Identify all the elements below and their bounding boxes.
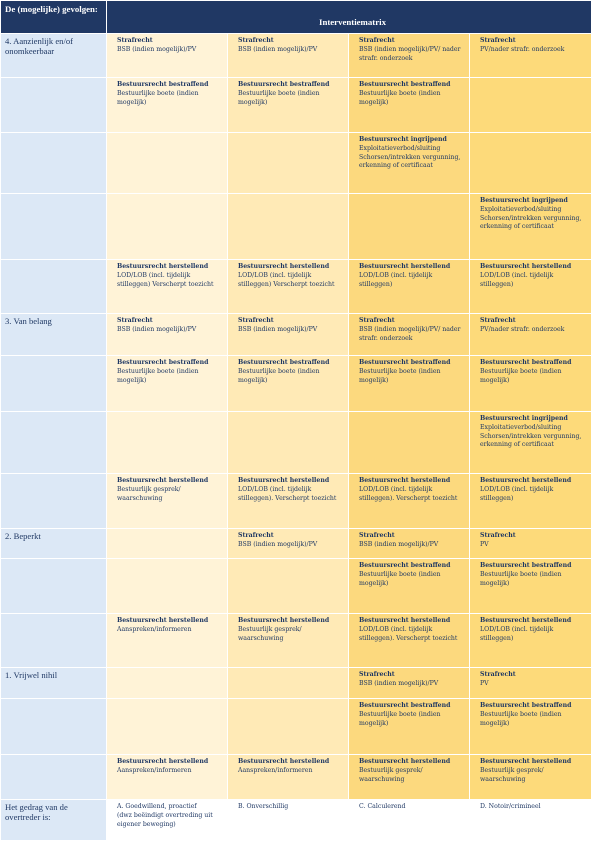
matrix-row	[1, 474, 591, 529]
cell-title: Bestuursrecht bestraffend	[359, 562, 451, 569]
row-consequence-label	[1, 133, 107, 194]
matrix-cell	[349, 356, 470, 412]
matrix-cell	[228, 699, 349, 755]
matrix-cell	[228, 314, 349, 356]
cell-body: Bestuurlijke boete (indien mogelijk)	[359, 710, 441, 727]
cell-title: Bestuursrecht bestraffend	[238, 359, 330, 366]
matrix-cell	[349, 699, 470, 755]
matrix-cell	[349, 194, 470, 260]
cell-title: Bestuursrecht bestraffend	[359, 359, 451, 366]
row-consequence-label	[1, 699, 107, 755]
cell-body: BSB (indien mogelijk)/PV	[359, 679, 439, 687]
cell-body: LOD/LOB (incl. tijdelijk stilleggen) Verscherpt toezicht	[238, 271, 335, 288]
cell-title: Bestuursrecht herstellend	[117, 617, 209, 624]
matrix-cell	[349, 668, 470, 699]
cell-title: Bestuursrecht ingrijpend	[480, 415, 568, 422]
matrix-cell	[470, 314, 591, 356]
matrix-row	[1, 668, 591, 699]
matrix-cell	[228, 34, 349, 78]
matrix-row	[1, 194, 591, 260]
cell-title: Bestuursrecht herstellend	[359, 758, 451, 765]
cell-title: Bestuursrecht bestraffend	[480, 702, 572, 709]
matrix-cell	[107, 699, 228, 755]
matrix-cell	[107, 78, 228, 133]
cell-body: Bestuurlijke boete (indien mogelijk)	[117, 367, 199, 384]
cell-body: LOD/LOB (incl. tijdelijk stilleggen)	[359, 271, 433, 288]
footer-col-c-title: C. Calculerend	[359, 803, 406, 810]
matrix-cell	[470, 474, 591, 529]
footer-col-b	[228, 800, 349, 841]
footer-col-a-note: (dwz beëindigt overtreding uit eigener beweging)	[117, 811, 213, 828]
matrix-row	[1, 314, 591, 356]
cell-title: Bestuursrecht bestraffend	[359, 702, 451, 709]
cell-body: Exploitatieverbod/sluiting Schorsen/intrekken vergunning, erkenning of certificaat	[480, 205, 582, 231]
row-consequence-label	[1, 614, 107, 668]
cell-body: LOD/LOB (incl. tijdelijk stilleggen)	[480, 485, 554, 502]
cell-title: Strafrecht	[238, 532, 274, 539]
matrix-cell	[349, 474, 470, 529]
matrix-cell	[470, 614, 591, 668]
cell-title: Bestuursrecht ingrijpend	[480, 197, 568, 204]
cell-title: Bestuursrecht herstellend	[480, 617, 572, 624]
matrix-row	[1, 78, 591, 133]
cell-body: LOD/LOB (incl. tijdelijk stilleggen) Verscherpt toezicht	[117, 271, 214, 288]
matrix-cell	[228, 412, 349, 474]
matrix-cell	[228, 356, 349, 412]
cell-body: Bestuurlijke boete (indien mogelijk)	[359, 367, 441, 384]
matrix-cell	[228, 194, 349, 260]
matrix-cell	[228, 668, 349, 699]
row-consequence-label: 4. Aanzienlijk en/of onomkeerbaar	[1, 34, 107, 78]
cell-title: Bestuursrecht herstellend	[238, 477, 330, 484]
matrix-cell	[107, 314, 228, 356]
cell-body: PV/nader strafr. onderzoek	[480, 325, 565, 333]
footer-behaviour-label: Het gedrag van de overtreder is:	[1, 800, 107, 841]
cell-body: Bestuurlijke boete (indien mogelijk)	[480, 367, 562, 384]
matrix-cell	[107, 668, 228, 699]
footer-col-a	[107, 800, 228, 841]
cell-body: Bestuurlijk gesprek/ waarschuwing	[480, 766, 544, 783]
cell-title: Bestuursrecht herstellend	[480, 263, 572, 270]
footer-col-d	[470, 800, 591, 841]
cell-body: BSB (indien mogelijk)/PV	[359, 540, 439, 548]
cell-body: Bestuurlijke boete (indien mogelijk)	[117, 89, 199, 106]
cell-body: PV	[480, 540, 489, 548]
matrix-cell	[107, 260, 228, 314]
cell-title: Strafrecht	[117, 317, 153, 324]
cell-title: Strafrecht	[238, 317, 274, 324]
footer-col-a-title: A. Goedwillend, proactief	[117, 803, 197, 810]
matrix-cell	[107, 529, 228, 559]
cell-body: Bestuurlijke boete (indien mogelijk)	[238, 89, 320, 106]
matrix-cell	[470, 755, 591, 800]
row-consequence-label	[1, 474, 107, 529]
cell-body: PV/nader strafr. onderzoek	[480, 45, 565, 53]
matrix-cell	[470, 412, 591, 474]
cell-body: BSB (indien mogelijk)/PV	[238, 540, 318, 548]
matrix-cell	[349, 559, 470, 614]
matrix-cell	[349, 412, 470, 474]
cell-body: LOD/LOB (incl. tijdelijk stilleggen). Verscherpt toezicht	[238, 485, 337, 502]
matrix-row	[1, 755, 591, 800]
matrix-cell	[228, 260, 349, 314]
cell-body: Aanspreken/informeren	[238, 766, 313, 774]
row-consequence-label: 1. Vrijwel nihil	[1, 668, 107, 699]
matrix-cell	[349, 614, 470, 668]
header-consequences: De (mogelijke) gevolgen:	[1, 1, 107, 34]
row-consequence-label	[1, 78, 107, 133]
cell-body: LOD/LOB (incl. tijdelijk stilleggen). Verscherpt toezicht	[359, 485, 458, 502]
cell-title: Strafrecht	[359, 317, 395, 324]
row-consequence-label	[1, 194, 107, 260]
matrix-cell	[349, 260, 470, 314]
matrix-cell	[228, 78, 349, 133]
cell-body: Bestuurlijke boete (indien mogelijk)	[480, 710, 562, 727]
cell-body: Bestuurlijke boete (indien mogelijk)	[480, 570, 562, 587]
matrix-row	[1, 412, 591, 474]
matrix-row	[1, 699, 591, 755]
matrix-row	[1, 34, 591, 78]
footer-col-c	[349, 800, 470, 841]
matrix-cell	[107, 614, 228, 668]
matrix-cell	[470, 668, 591, 699]
cell-body: PV	[480, 679, 489, 687]
cell-title: Bestuursrecht herstellend	[238, 263, 330, 270]
cell-title: Bestuursrecht herstellend	[480, 758, 572, 765]
matrix-cell	[228, 474, 349, 529]
cell-body: Exploitatieverbod/sluiting Schorsen/intrekken vergunning, erkenning of certificaat	[359, 144, 461, 170]
cell-title: Bestuursrecht herstellend	[359, 263, 451, 270]
cell-title: Bestuursrecht herstellend	[238, 617, 330, 624]
matrix-cell	[470, 78, 591, 133]
matrix-cell	[107, 559, 228, 614]
cell-title: Strafrecht	[359, 671, 395, 678]
matrix-cell	[349, 78, 470, 133]
cell-body: Aanspreken/informeren	[117, 625, 192, 633]
cell-body: Bestuurlijk gesprek/ waarschuwing	[238, 625, 302, 642]
row-consequence-label	[1, 755, 107, 800]
matrix-row	[1, 133, 591, 194]
matrix-cell	[470, 133, 591, 194]
matrix-cell	[107, 755, 228, 800]
matrix-row	[1, 614, 591, 668]
cell-title: Bestuursrecht herstellend	[117, 758, 209, 765]
matrix-cell	[228, 133, 349, 194]
matrix-cell	[107, 356, 228, 412]
cell-body: Bestuurlijke boete (indien mogelijk)	[238, 367, 320, 384]
cell-title: Strafrecht	[117, 37, 153, 44]
matrix-cell	[107, 412, 228, 474]
row-consequence-label	[1, 356, 107, 412]
cell-title: Strafrecht	[238, 37, 274, 44]
cell-title: Bestuursrecht bestraffend	[117, 359, 209, 366]
footer-col-b-title: B. Onverschillig	[238, 803, 289, 810]
cell-body: BSB (indien mogelijk)/PV	[238, 45, 318, 53]
cell-title: Bestuursrecht bestraffend	[238, 81, 330, 88]
cell-title: Bestuursrecht bestraffend	[480, 359, 572, 366]
cell-title: Strafrecht	[480, 532, 516, 539]
matrix-cell	[228, 755, 349, 800]
cell-title: Bestuursrecht herstellend	[238, 758, 330, 765]
cell-title: Bestuursrecht bestraffend	[117, 81, 209, 88]
matrix-cell	[228, 559, 349, 614]
cell-title: Bestuursrecht herstellend	[359, 617, 451, 624]
cell-body: Bestuurlijk gesprek/ waarschuwing	[359, 766, 423, 783]
cell-body: BSB (indien mogelijk)/PV/ nader strafr. onderzoek	[359, 45, 461, 62]
matrix-cell	[349, 314, 470, 356]
row-consequence-label	[1, 412, 107, 474]
footer-col-d-title: D. Notoir/crimineel	[480, 803, 541, 810]
matrix-cell	[470, 559, 591, 614]
cell-body: BSB (indien mogelijk)/PV/ nader strafr. onderzoek	[359, 325, 461, 342]
matrix-cell	[107, 474, 228, 529]
matrix-cell	[470, 529, 591, 559]
cell-title: Bestuursrecht herstellend	[359, 477, 451, 484]
matrix-row	[1, 260, 591, 314]
cell-title: Bestuursrecht bestraffend	[480, 562, 572, 569]
header-matrix-title: Interventiematrix	[107, 1, 591, 34]
matrix-row	[1, 529, 591, 559]
matrix-cell	[470, 356, 591, 412]
cell-body: LOD/LOB (incl. tijdelijk stilleggen)	[480, 271, 554, 288]
row-consequence-label: 3. Van belang	[1, 314, 107, 356]
matrix-cell	[107, 133, 228, 194]
matrix-cell	[107, 34, 228, 78]
matrix-cell	[349, 755, 470, 800]
cell-title: Strafrecht	[480, 671, 516, 678]
cell-title: Bestuursrecht herstellend	[117, 263, 209, 270]
cell-body: Bestuurlijk gesprek/ waarschuwing	[117, 485, 181, 502]
cell-body: Bestuurlijke boete (indien mogelijk)	[359, 89, 441, 106]
matrix-cell	[470, 260, 591, 314]
matrix-cell	[349, 34, 470, 78]
cell-body: LOD/LOB (incl. tijdelijk stilleggen)	[480, 625, 554, 642]
row-consequence-label	[1, 260, 107, 314]
cell-title: Strafrecht	[480, 317, 516, 324]
matrix-cell	[107, 194, 228, 260]
cell-body: BSB (indien mogelijk)/PV	[117, 325, 197, 333]
footer-row	[1, 800, 591, 841]
cell-body: LOD/LOB (incl. tijdelijk stilleggen). Verscherpt toezicht	[359, 625, 458, 642]
matrix-cell	[228, 529, 349, 559]
cell-title: Bestuursrecht bestraffend	[359, 81, 451, 88]
matrix-cell	[228, 614, 349, 668]
cell-title: Bestuursrecht ingrijpend	[359, 136, 447, 143]
matrix-cell	[349, 133, 470, 194]
cell-title: Bestuursrecht herstellend	[117, 477, 209, 484]
matrix-cell	[470, 34, 591, 78]
matrix-cell	[349, 529, 470, 559]
matrix-body	[1, 34, 591, 800]
cell-body: BSB (indien mogelijk)/PV	[117, 45, 197, 53]
cell-body: Bestuurlijke boete (indien mogelijk)	[359, 570, 441, 587]
cell-title: Strafrecht	[359, 37, 395, 44]
cell-body: BSB (indien mogelijk)/PV	[238, 325, 318, 333]
cell-body: Aanspreken/informeren	[117, 766, 192, 774]
matrix-row	[1, 356, 591, 412]
matrix-row	[1, 559, 591, 614]
cell-title: Bestuursrecht herstellend	[480, 477, 572, 484]
matrix-cell	[470, 699, 591, 755]
row-consequence-label	[1, 559, 107, 614]
cell-body: Exploitatieverbod/sluiting Schorsen/intrekken vergunning, erkenning of certificaat	[480, 423, 582, 449]
matrix-cell	[470, 194, 591, 260]
cell-title: Strafrecht	[480, 37, 516, 44]
cell-title: Strafrecht	[359, 532, 395, 539]
row-consequence-label: 2. Beperkt	[1, 529, 107, 559]
